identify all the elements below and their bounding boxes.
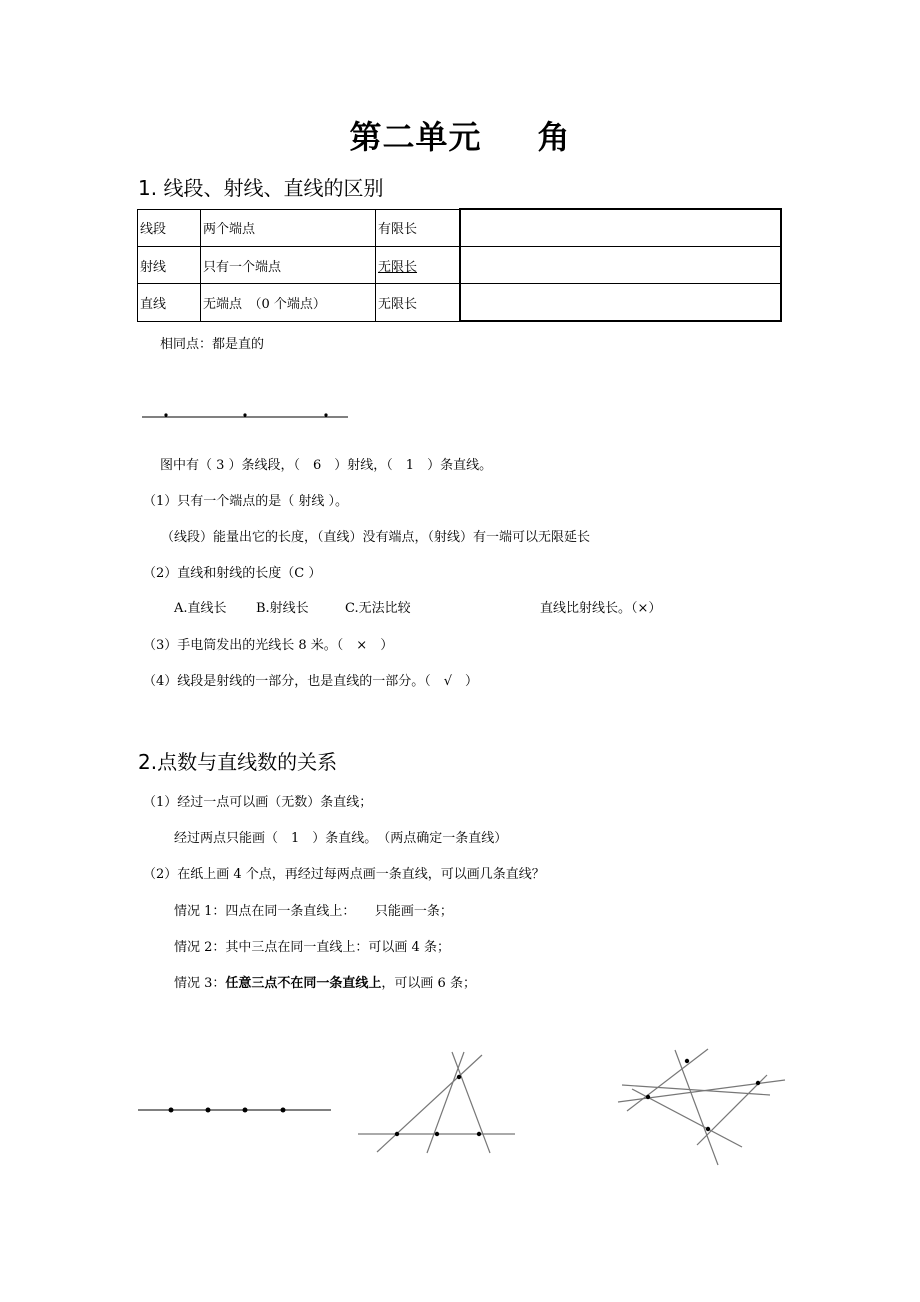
case-3-figure (612, 1045, 792, 1170)
table-cell: 线段 (138, 209, 201, 247)
comparison-table (137, 208, 782, 322)
question-1-explain: （线段）能量出它的长度，（直线）没有端点，（射线）有一端可以无限延长 (161, 530, 591, 545)
case-2: 情况 2：其中三点在同一直线上：可以画 4 条； (174, 940, 450, 955)
case-3 (174, 972, 476, 991)
common-point-text: 相同点：都是直的 (160, 337, 265, 352)
section2-heading: 2.点数与直线数的关系 (138, 750, 338, 774)
point-marker (281, 1108, 286, 1113)
point-marker (395, 1132, 399, 1136)
page-title (0, 112, 920, 158)
point-marker (243, 413, 246, 416)
point-marker (435, 1132, 439, 1136)
section2-question-1b: 经过两点只能画（ 1 ）条直线。 （两点确定一条直线） (174, 831, 508, 846)
point-marker (477, 1132, 481, 1136)
point-marker (457, 1075, 461, 1079)
case-3-suffix: ，可以画 6 条； (381, 976, 476, 991)
title-topic: 角 (537, 118, 571, 156)
table-cell (460, 247, 781, 284)
table-row (138, 209, 782, 247)
question-1: （1）只有一个端点的是（ 射线 ）。 (143, 494, 349, 509)
table-cell: 只有一个端点 (201, 247, 376, 284)
option-a: A.直线长 (174, 601, 227, 616)
question-2: （2）直线和射线的长度（C ） (143, 566, 322, 581)
case-1: 情况 1：四点在同一条直线上： 只能画一条； (174, 904, 453, 919)
table-cell (460, 284, 781, 322)
table-row (138, 284, 782, 322)
point-marker (324, 413, 327, 416)
table-cell: 无限长 (376, 284, 461, 322)
point-marker (685, 1059, 689, 1063)
table-cell (460, 209, 781, 247)
case-3-bold: 任意三点不在同一条直线上 (225, 976, 382, 991)
judge-statement: 直线比射线长。（×） (540, 601, 662, 616)
point-marker (206, 1108, 211, 1113)
table-cell: 射线 (138, 247, 201, 284)
point-marker (646, 1095, 650, 1099)
table-cell: 两个端点 (201, 209, 376, 247)
table-cell: 无端点 （0 个端点） (201, 284, 376, 322)
table-row (138, 247, 782, 284)
table-cell: 有限长 (376, 209, 461, 247)
case-3-prefix: 情况 3： (174, 976, 226, 991)
question-4: （4）线段是射线的一部分，也是直线的一部分。（ √ ） (143, 674, 479, 689)
section1-heading: 1. 线段、射线、直线的区别 (138, 176, 384, 200)
section2-question-1: （1）经过一点可以画（无数）条直线； (143, 795, 373, 810)
point-marker (243, 1108, 248, 1113)
title-unit: 第二单元 (349, 118, 482, 156)
figure-count-text: 图中有（ 3 ）条线段，（ 6 ）射线，（ 1 ）条直线。 (160, 458, 493, 473)
option-b: B.射线长 (256, 601, 309, 616)
point-marker (169, 1108, 174, 1113)
table-cell: 无限长 (376, 247, 461, 284)
case-2-figure (355, 1050, 520, 1160)
case-1-figure (138, 1100, 338, 1120)
table-cell: 直线 (138, 284, 201, 322)
section2-question-2: （2）在纸上画 4 个点，再经过每两点画一条直线，可以画几条直线？ (143, 867, 545, 882)
question-3: （3）手电筒发出的光线长 8 米。（ × ） (143, 638, 394, 653)
line-points-figure (142, 405, 352, 425)
point-marker (164, 413, 167, 416)
point-marker (706, 1127, 710, 1131)
option-c: C.无法比较 (345, 601, 411, 616)
point-marker (756, 1081, 760, 1085)
